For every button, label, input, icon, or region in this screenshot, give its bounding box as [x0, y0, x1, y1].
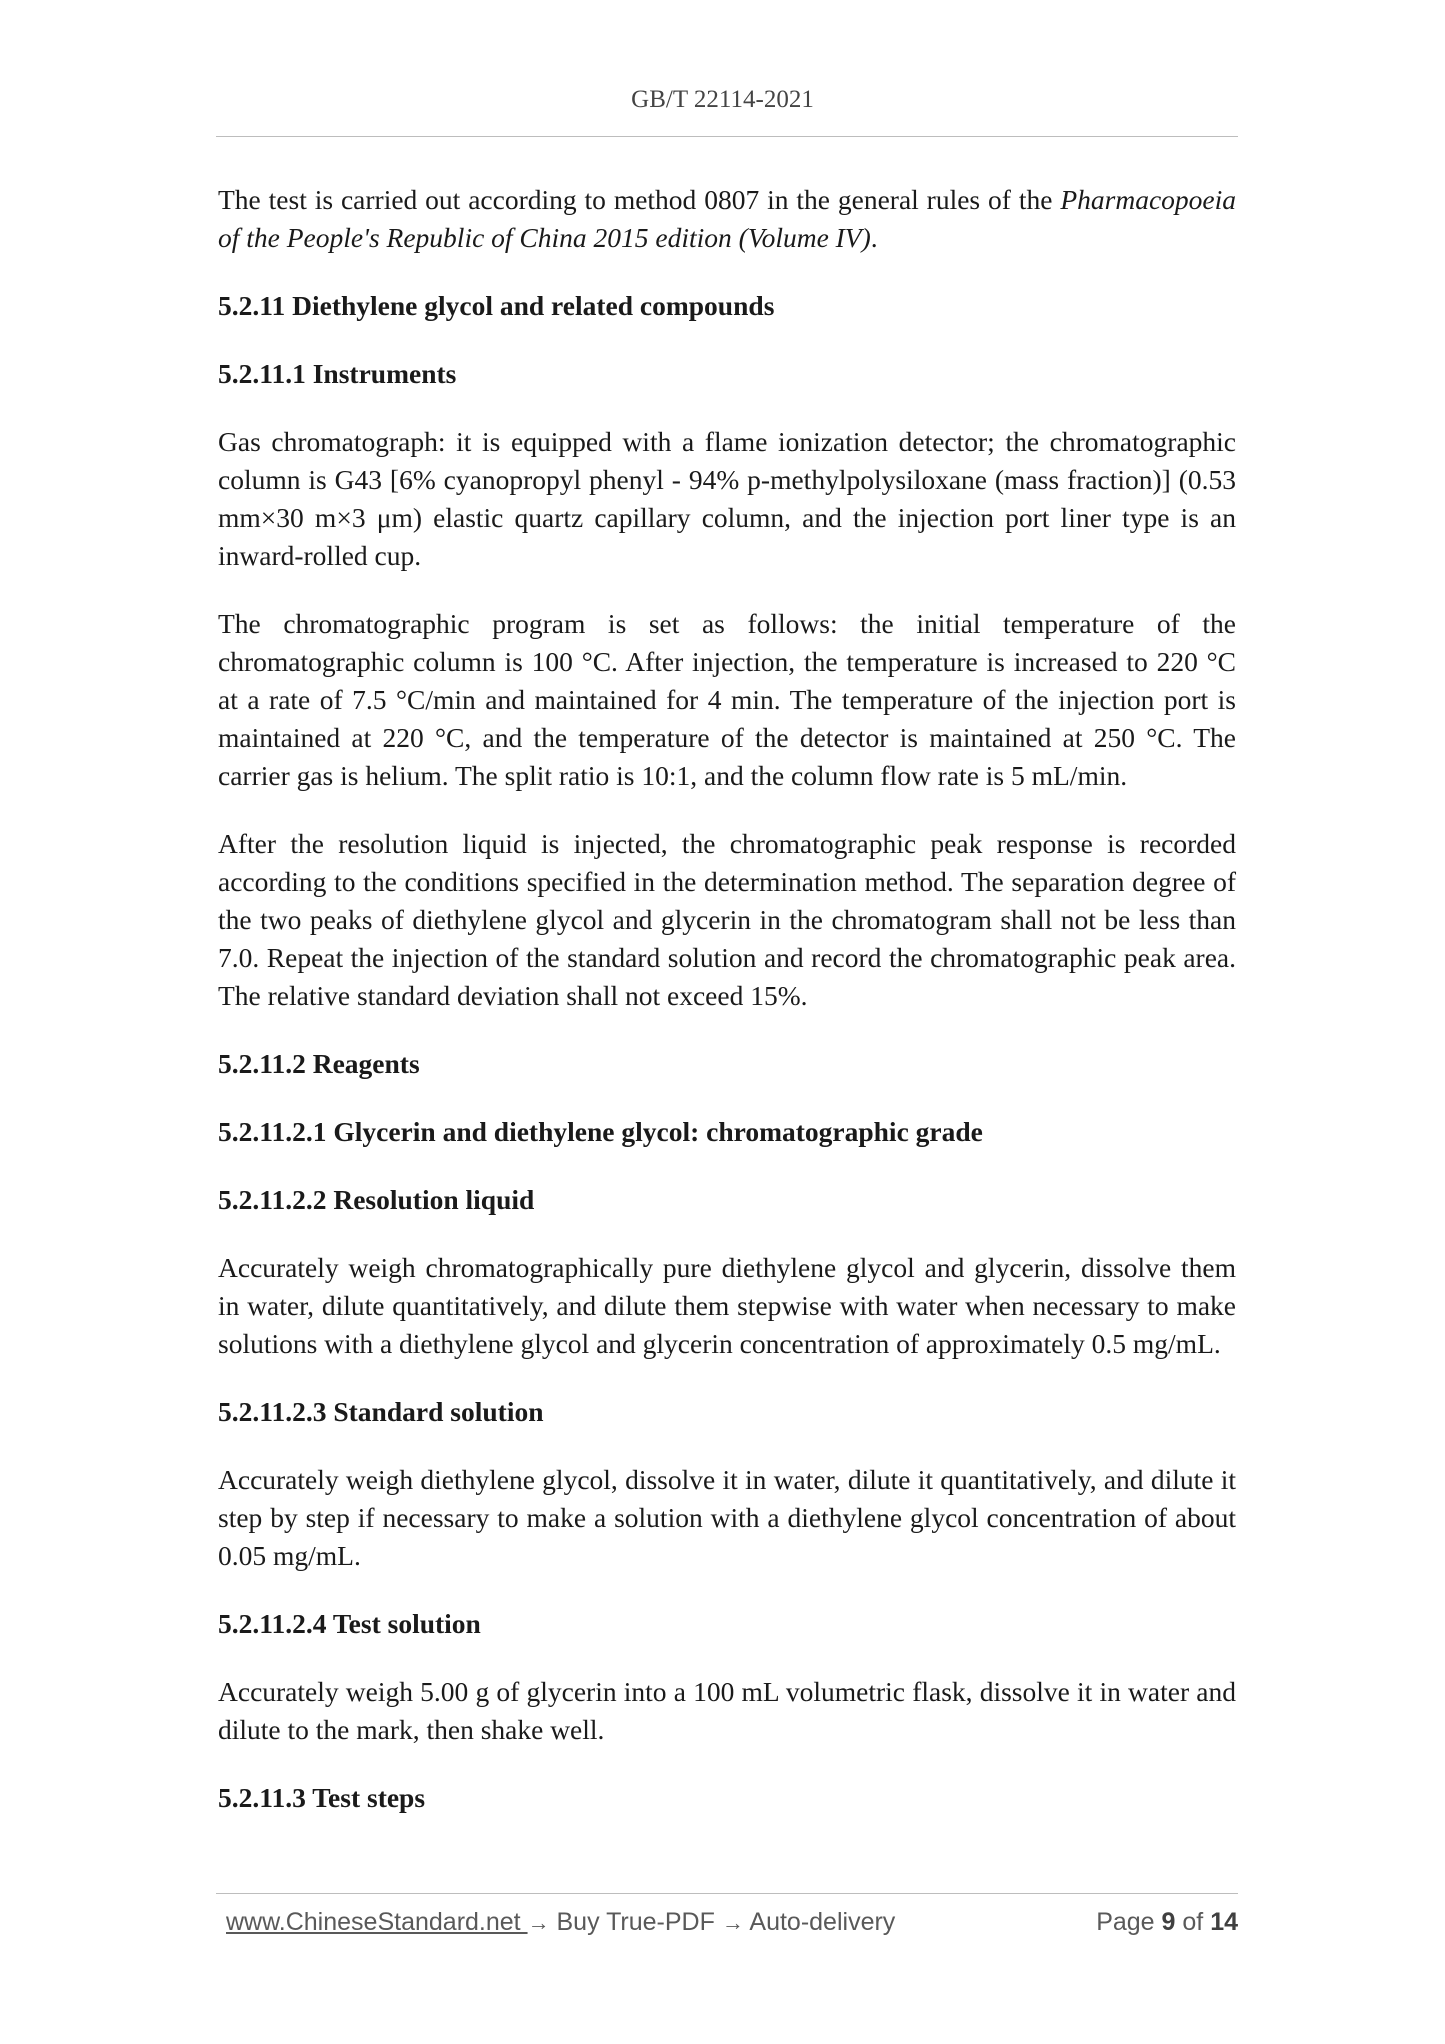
- section-heading-reagents: 5.2.11.2 Reagents: [218, 1048, 420, 1079]
- paragraph-intro: [218, 181, 1236, 257]
- page-number: 9: [1161, 1908, 1176, 1936]
- of-label: of: [1175, 1908, 1211, 1936]
- intro-text: The test is carried out according to method 0807 in the general rules of the: [218, 184, 1061, 215]
- header-title: GB/T 22114-2021: [631, 86, 814, 113]
- section-heading-test-steps: 5.2.11.3 Test steps: [218, 1782, 426, 1813]
- page-indicator: [1096, 1908, 1238, 1937]
- section-heading-resolution-liquid: 5.2.11.2.2 Resolution liquid: [218, 1184, 535, 1215]
- buy-pdf-text: Buy True-PDF: [549, 1908, 722, 1936]
- total-pages: 14: [1210, 1908, 1238, 1936]
- footer-divider: [216, 1893, 1238, 1894]
- page-label: Page: [1096, 1908, 1162, 1936]
- intro-period: .: [870, 222, 878, 253]
- paragraph-standard-solution: Accurately weigh diethylene glycol, dissolve it in water, dilute it quantitatively, and dilute it step by step if necessary to make a solution with a diethylene glycol concentration of about 0.05 mg/mL.: [218, 1464, 1236, 1571]
- paragraph-instruments: Gas chromatograph: it is equipped with a flame ionization detector; the chromatographic column is G43 [6% cyanopropyl phenyl - 94% p-methylpolysiloxane (mass fraction)] (0.53 mm×30 m×3 μm) elastic quartz capillary column, and the injection port liner type is an inward-rolled cup.: [218, 426, 1236, 571]
- intro-citation: Pharmacopoeia of the People's Republic of China 2015 edition (Volume IV): [218, 184, 1236, 253]
- section-heading-test-solution: 5.2.11.2.4 Test solution: [218, 1608, 481, 1639]
- paragraph-resolution-liquid: Accurately weigh chromatographically pure diethylene glycol and glycerin, dissolve them in water, dilute quantitatively, and dilute them stepwise with water when necessary to make solutions with a diethylene glycol and glycerin concentration of approximately 0.5 mg/mL.: [218, 1252, 1236, 1359]
- footer-promo: [226, 1908, 895, 1937]
- section-heading-glycerin: 5.2.11.2.1 Glycerin and diethylene glycol: chromatographic grade: [218, 1116, 983, 1147]
- header-divider: [216, 136, 1238, 137]
- arrow-right-icon: →: [527, 1910, 550, 1935]
- page-body: [218, 181, 1236, 1847]
- section-heading-instruments: 5.2.11.1 Instruments: [218, 358, 457, 389]
- auto-delivery-text: Auto-delivery: [743, 1908, 896, 1936]
- section-heading-standard-solution: 5.2.11.2.3 Standard solution: [218, 1396, 544, 1427]
- footer: [226, 1908, 1238, 1944]
- paragraph-resolution: After the resolution liquid is injected, the chromatographic peak response is recorded according to the conditions specified in the determination method. The separation degree of the two peaks of diethylene glycol and glycerin in the chromatogram shall not be less than 7.0. Repeat the injection of the standard solution and record the chromatographic peak area. The relative standard deviation shall not exceed 15%.: [218, 828, 1236, 1011]
- paragraph-program: The chromatographic program is set as follows: the initial temperature of the chromatographic column is 100 °C. After injection, the temperature is increased to 220 °C at a rate of 7.5 °C/min and maintained for 4 min. The temperature of the injection port is maintained at 220 °C, and the temperature of the detector is maintained at 250 °C. The carrier gas is helium. The split ratio is 10:1, and the column flow rate is 5 mL/min.: [218, 608, 1236, 791]
- paragraph-test-solution: Accurately weigh 5.00 g of glycerin into a 100 mL volumetric flask, dissolve it in water and dilute to the mark, then shake well.: [218, 1676, 1236, 1745]
- section-heading-5-2-11: 5.2.11 Diethylene glycol and related compounds: [218, 290, 775, 321]
- website-link[interactable]: www.ChineseStandard.net: [226, 1908, 528, 1936]
- arrow-right-icon: →: [721, 1910, 744, 1935]
